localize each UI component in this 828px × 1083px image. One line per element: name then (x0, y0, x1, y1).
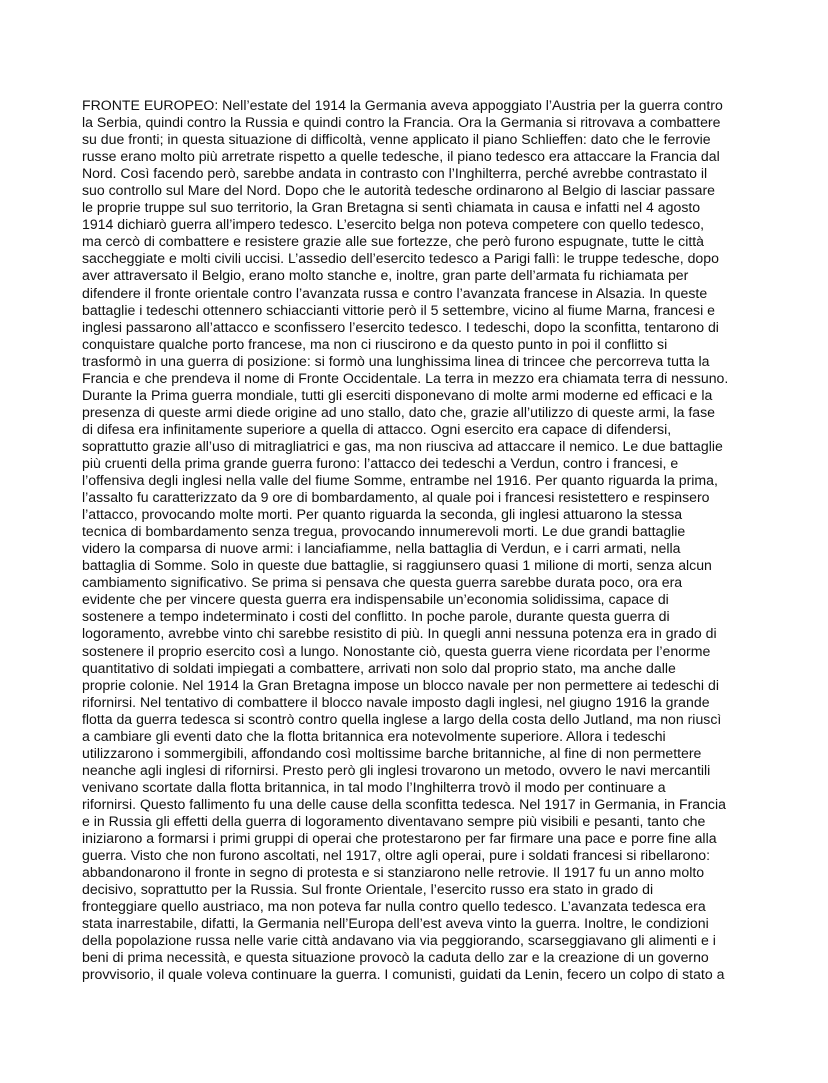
text-line: evidente che per vincere questa guerra era indispensabile un’economia solidissima, capace di (82, 591, 669, 608)
text-line: inglesi passarono all’attacco e sconfissero l’esercito tedesco. I tedeschi, dopo la sconfitta, tentarono di (82, 318, 719, 335)
text-line: aver attraversato il Belgio, erano molto stanche e, inoltre, gran parte dell’armata fu richiamata per (82, 267, 689, 284)
text-line: iniziarono a formarsi i primi gruppi di operai che protestarono per far firmare una pace e porre fine alla (82, 830, 717, 847)
text-line: conquistare qualche porto francese, ma non ci riuscirono e da questo punto in poi il conflitto si (82, 335, 668, 352)
text-line: su due fronti; in questa situazione di difficoltà, venne applicato il piano Schlieffen: dato che le ferrovie (82, 131, 711, 148)
text-line: beni di prima necessità, e questa situazione provocò la caduta dello zar e la creazione di un governo (82, 949, 709, 966)
text-line: logoramento, avrebbe vinto chi sarebbe resistito di più. In quegli anni nessuna potenza era in grado di (82, 625, 717, 642)
text-line: della popolazione russa nelle varie città andavano via via peggiorando, scarseggiavano gli alimenti e i (82, 932, 716, 949)
text-line: rifornirsi. Nel tentativo di combattere il blocco navale imposto dagli inglesi, nel giugno 1916 la grande (82, 693, 710, 710)
text-line: videro la comparsa di nuove armi: i lanciafiamme, nella battaglia di Verdun, e i carri armati, nella (82, 540, 681, 557)
text-line: le proprie truppe sul suo territorio, la Gran Bretagna si sentì chiamata in causa e infatti nel 4 agosto (82, 199, 701, 216)
text-line: e in Russia gli effetti della guerra di logoramento diventavano sempre più visibili e pesanti, tanto che (82, 812, 706, 829)
text-line: sostenere il proprio esercito così a lungo. Nonostante ciò, questa guerra viene ricordata per l’enorme (82, 642, 711, 659)
text-line: l’assalto fu caratterizzato da 9 ore di bombardamento, al quale poi i francesi resistettero e respinsero (82, 489, 710, 506)
text-line: soprattutto grazie all’uso di mitragliatrici e gas, ma non riusciva ad attaccare il nemico. Le due battaglie (82, 437, 723, 454)
text-line: utilizzarono i sommergibili, affondando così moltissime barche britanniche, al fine di non permettere (82, 744, 702, 761)
text-line: difendere il fronte orientale contro l’avanzata russa e contro l’avanzata francese in Alsazia. In queste (82, 284, 708, 301)
text-line: fronteggiare quello austriaco, ma non poteva far nulla contro quello tedesco. L’avanzata tedesca era (82, 898, 706, 915)
text-line: cambiamento significativo. Se prima si pensava che questa guerra sarebbe durata poco, ora era (82, 574, 683, 591)
text-line: rifornirsi. Questo fallimento fu una delle cause della sconfitta tedesca. Nel 1917 in Germania, in Francia (82, 795, 726, 812)
text-line: FRONTE EUROPEO: Nell’estate del 1914 la Germania aveva appoggiato l’Austria per la guerra contro (82, 97, 723, 113)
text-line: saccheggiate e molti civili uccisi. L’assedio dell’esercito tedesco a Parigi fallì: le truppe tedesche, dopo (82, 250, 719, 267)
text-line: proprie colonie. Nel 1914 la Gran Bretagna impose un blocco navale per non permettere ai tedeschi di (82, 676, 719, 693)
text-line: ma cercò di combattere e resistere grazie alle sue fortezze, che però furono espugnate, tutte le città (82, 233, 705, 250)
text-line: russe erano molto più arretrate rispetto a quelle tedesche, il piano tedesco era attaccare la Francia dal (82, 148, 720, 165)
text-line: venivano scortate dalla flotta britannica, in tal modo l’Inghilterra trovò il modo per continuare a (82, 778, 666, 795)
text-line: tecnica di bombardamento senza tregua, provocando innumerevoli morti. Le due grandi battaglie (82, 523, 686, 540)
text-line: battaglia di Somme. Solo in queste due battaglie, si raggiunsero quasi 1 milione di morti, senza alcun (82, 557, 712, 574)
text-line: guerra. Visto che non furono ascoltati, nel 1917, oltre agli operai, pure i soldati francesi si ribellarono: (82, 847, 711, 864)
text-line: battaglie i tedeschi ottennero schiaccianti vittorie però il 5 settembre, vicino al fiume Marna, francesi e (82, 301, 715, 318)
text-line: l’attacco, provocando molte morti. Per quanto riguarda la seconda, gli inglesi attuarono la stessa (82, 506, 683, 523)
text-line: Durante la Prima guerra mondiale, tutti gli eserciti disponevano di molte armi moderne ed efficaci e la (82, 386, 713, 403)
text-line: suo controllo sul Mare del Nord. Dopo che le autorità tedesche ordinarono al Belgio di lasciar passare (82, 182, 716, 199)
text-line: sostenere a tempo indeterminato i costi del conflitto. In poche parole, durante questa guerra di (82, 608, 670, 625)
text-line: l’offensiva degli inglesi nella valle del fiume Somme, entrambe nel 1916. Per quanto riguarda la prima, (82, 472, 718, 489)
text-line: a cambiare gli eventi dato che la flotta britannica era notevolmente superiore. Allora i tedeschi (82, 727, 666, 744)
text-line: Francia e che prendeva il nome di Fronte Occidentale. La terra in mezzo era chiamata terra di nessuno. (82, 369, 729, 386)
text-line: flotta da guerra tedesca si scontrò contro quella inglese a largo della costa dello Jutland, ma non riuscì (82, 710, 722, 727)
text-line: provvisorio, il quale voleva continuare la guerra. I comunisti, guidati da Lenin, fecero un colpo di stato a (82, 966, 725, 983)
text-line: Nord. Così facendo però, sarebbe andata in contrasto con l’Inghilterra, perché avrebbe contrastato il (82, 165, 708, 182)
text-line: trasformò in una guerra di posizione: si formò una lunghissima linea di trincee che percorreva tutta la (82, 352, 710, 369)
text-line: neanche agli inglesi di rifornirsi. Presto però gli inglesi trovarono un metodo, ovvero le navi mercantili (82, 761, 711, 778)
text-line: la Serbia, quindi contro la Russia e quindi contro la Francia. Ora la Germania si ritrovava a combattere (82, 114, 721, 131)
body-text (82, 97, 762, 983)
text-line: decisivo, soprattutto per la Russia. Sul fronte Orientale, l’esercito russo era stato in grado di (82, 881, 654, 898)
text-line: più cruenti della prima grande guerra furono: l’attacco dei tedeschi a Verdun, contro i francesi, e (82, 454, 679, 471)
text-line: abbandonarono il fronte in segno di protesta e si stanziarono nelle retrovie. Il 1917 fu un anno molto (82, 864, 705, 881)
text-line: di difesa era infinitamente superiore a quella di attacco. Ogni esercito era capace di difendersi, (82, 420, 672, 437)
text-line: stata inarrestabile, difatti, la Germania nell’Europa dell’est aveva vinto la guerra. Inoltre, le condizioni (82, 915, 709, 932)
text-line: quantitativo di soldati impiegati a combattere, arrivati non solo dal proprio stato, ma anche dalle (82, 659, 676, 676)
text-line: 1914 dichiarò guerra all’impero tedesco. L’esercito belga non poteva competere con quello tedesco, (82, 216, 705, 233)
text-line: presenza di queste armi diede origine ad uno stallo, dato che, grazie all’utilizzo di queste armi, la fase (82, 403, 716, 420)
